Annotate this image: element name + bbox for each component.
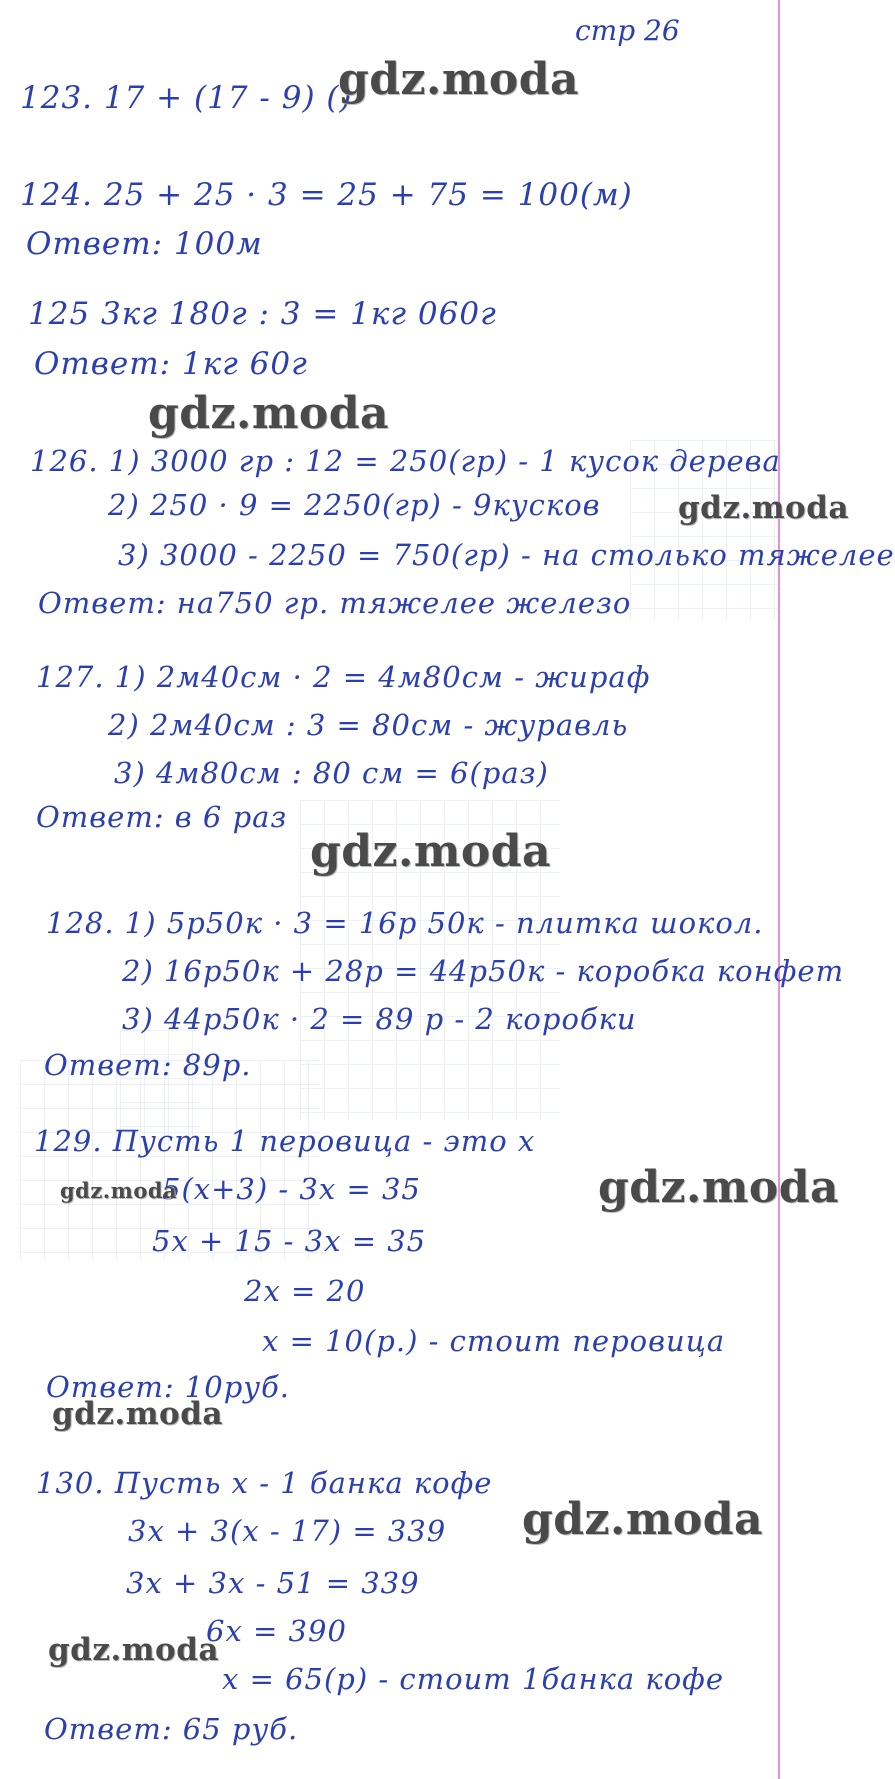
watermark: gdz.moda xyxy=(338,54,580,105)
solution-line: 130. Пусть x - 1 банка кофе xyxy=(36,1466,493,1500)
solution-line: 3) 4м80см : 80 см = 6(раз) xyxy=(114,756,549,790)
answer-line: Ответ: 1кг 60г xyxy=(34,346,308,382)
answer-line: Ответ: в 6 раз xyxy=(36,800,288,834)
watermark: gdz.moda xyxy=(522,1494,764,1545)
watermark: gdz.moda xyxy=(148,388,390,439)
solution-line: 2) 16р50к + 28р = 44р50к - коробка конфет xyxy=(122,954,845,988)
solution-line: 2) 2м40см : 3 = 80см - журавль xyxy=(108,708,629,742)
solution-line: 129. Пусть 1 перовица - это x xyxy=(34,1124,536,1158)
equation-line: 5(x+3) - 3x = 35 xyxy=(162,1172,421,1206)
margin-line xyxy=(778,0,780,1779)
solution-line: 3) 3000 - 2250 = 750(гр) - на столько тяжелее xyxy=(118,538,895,572)
solution-line: 128. 1) 5р50к · 3 = 16р 50к - плитка шокол. xyxy=(46,906,764,940)
watermark: gdz.moda xyxy=(48,1632,219,1668)
solution-line: 124. 25 + 25 · 3 = 25 + 75 = 100(м) xyxy=(20,177,633,213)
answer-line: Ответ: 65 руб. xyxy=(44,1712,299,1746)
solution-line: 3) 44р50к · 2 = 89 р - 2 коробки xyxy=(122,1002,637,1036)
page-number: стр 26 xyxy=(575,14,680,47)
equation-line: 2x = 20 xyxy=(244,1274,366,1308)
equation-line: x = 65(р) - стоит 1банка кофе xyxy=(222,1662,725,1696)
equation-line: 6x = 390 xyxy=(206,1614,347,1648)
equation-line: 3x + 3x - 51 = 339 xyxy=(126,1566,420,1600)
answer-line: Ответ: 100м xyxy=(26,226,263,262)
solution-line: 127. 1) 2м40см · 2 = 4м80см - жираф xyxy=(36,660,651,694)
equation-line: x = 10(р.) - стоит перовица xyxy=(262,1324,726,1358)
answer-line: Ответ: на750 гр. тяжелее железо xyxy=(38,586,632,620)
equation-line: 5x + 15 - 3x = 35 xyxy=(152,1224,427,1258)
answer-line: Ответ: 89р. xyxy=(44,1048,252,1082)
watermark: gdz.moda xyxy=(310,826,552,877)
watermark: gdz.moda xyxy=(52,1396,223,1432)
watermark: gdz.moda xyxy=(60,1178,178,1203)
solution-line: 126. 1) 3000 гр : 12 = 250(гр) - 1 кусок дерева xyxy=(30,444,781,478)
solution-line: 125 3кг 180г : 3 = 1кг 060г xyxy=(28,296,497,332)
watermark: gdz.moda xyxy=(678,490,849,526)
watermark: gdz.moda xyxy=(598,1162,840,1213)
solution-line: 2) 250 · 9 = 2250(гр) - 9кусков xyxy=(108,488,601,522)
equation-line: 3x + 3(x - 17) = 339 xyxy=(128,1514,447,1548)
answer-line: Ответ: 10руб. xyxy=(46,1370,291,1404)
solution-line: 123. 17 + (17 - 9) () xyxy=(20,80,353,116)
